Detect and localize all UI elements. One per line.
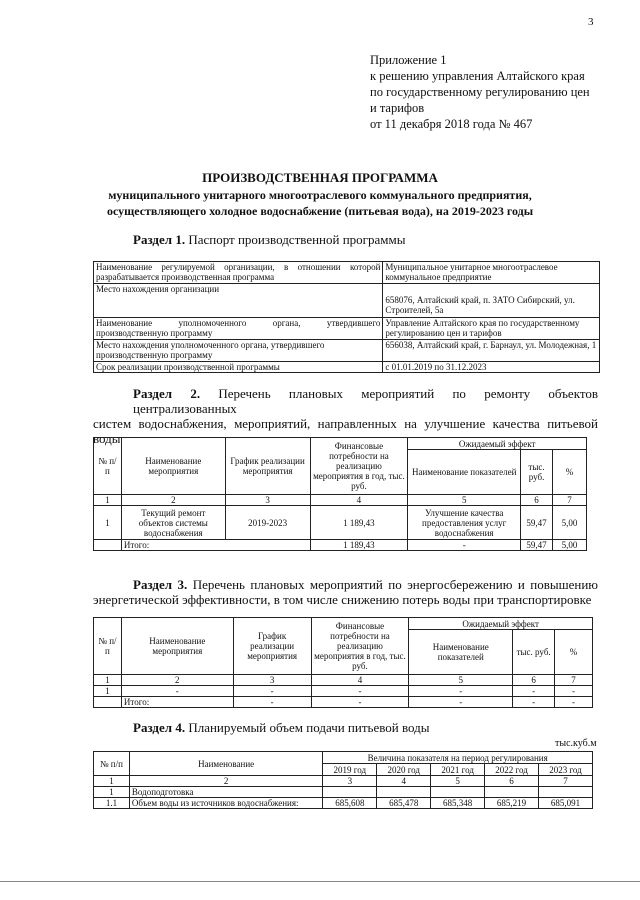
table-cell: 656038, Алтайский край, г. Барнаул, ул. Молодежная, 1: [383, 340, 600, 362]
table-cell: 59,47: [521, 540, 553, 551]
table-cell: 685,348: [431, 798, 485, 809]
table-cell: Место нахождения организации: [94, 284, 383, 318]
table-cell: 5,00: [553, 506, 587, 540]
header-cell: График реализации мероприятия: [225, 438, 310, 495]
table-cell: 7: [553, 495, 587, 506]
table-cell: 1: [94, 506, 122, 540]
table-cell: [485, 787, 539, 798]
table-header-row: [94, 618, 593, 630]
table-row: [94, 798, 593, 809]
table-cell: 1.1: [94, 798, 130, 809]
table-cell: 2019-2023: [225, 506, 310, 540]
section4-title: Планируемый объем подачи питьевой воды: [188, 720, 430, 735]
table-cell: 1: [94, 776, 130, 787]
table-cell: Управление Алтайского края по государственному регулированию цен и тарифов: [383, 318, 600, 340]
annex-line: и тарифов: [370, 101, 425, 115]
table-cell: -: [513, 686, 555, 697]
water-supply-volume-table: [93, 751, 593, 809]
table-cell: 658076, Алтайский край, п. ЗАТО Сибирский, ул. Строителей, 5а: [383, 284, 600, 318]
table-cell: Наименование уполномоченного органа, утвердившего производственную программу: [94, 318, 383, 340]
table-row: [94, 262, 600, 284]
table-row: [94, 284, 600, 318]
table-cell: -: [233, 686, 311, 697]
table-cell: 5: [431, 776, 485, 787]
annex-line: от 11 декабря 2018 года № 467: [370, 117, 533, 131]
section3-title: энергетической эффективности, в том числе снижению потерь воды при транспортировке: [93, 592, 592, 607]
table-cell: Итого:: [121, 697, 233, 708]
table-cell: 4: [311, 675, 409, 686]
header-cell: 2022 год: [485, 764, 539, 776]
table-cell: 1 189,43: [310, 506, 408, 540]
table-cell: 1: [94, 686, 122, 697]
table-cell: 3: [225, 495, 310, 506]
table-cell: 6: [521, 495, 553, 506]
table-cell: [377, 787, 431, 798]
table-cell: 59,47: [521, 506, 553, 540]
annex-block: [370, 52, 590, 132]
table-cell: 2: [121, 495, 225, 506]
unit-label: тыс.куб.м: [555, 738, 597, 749]
table-cell: Наименование регулируемой организации, в отношении которой разрабатывается производственная программа: [94, 262, 383, 284]
header-cell: № п/п: [94, 438, 122, 495]
table-cell: -: [513, 697, 555, 708]
table-cell: 1: [94, 495, 122, 506]
header-cell: 2020 год: [377, 764, 431, 776]
table-cell: -: [409, 697, 513, 708]
annex-line: Приложение 1: [370, 53, 447, 67]
section2-title: систем водоснабжения, мероприятий, направленных на улучшение качества питьевой: [93, 416, 598, 431]
table-cell: 5: [409, 675, 513, 686]
header-cell: %: [553, 450, 587, 495]
table-cell: Водоподготовка: [129, 787, 322, 798]
header-cell: Финансовые потребности на реализацию мероприятия в год, тыс. руб.: [310, 438, 408, 495]
header-cell: Финансовые потребности на реализацию мероприятия в год, тыс. руб.: [311, 618, 409, 675]
table-cell: 7: [555, 675, 593, 686]
header-cell: тыс. руб.: [521, 450, 553, 495]
header-cell: Ожидаемый эффект: [408, 438, 587, 450]
table-cell: 1: [94, 787, 130, 798]
annex-line: по государственному регулированию цен: [370, 85, 590, 99]
table-cell: -: [311, 697, 409, 708]
table-cell: 2: [121, 675, 233, 686]
energy-saving-table: [93, 617, 593, 708]
table-cell: [431, 787, 485, 798]
section3-heading: [93, 577, 598, 607]
table-row: [94, 362, 600, 373]
table-cell: Итого:: [121, 540, 310, 551]
table-row: [94, 340, 600, 362]
table-cell: Муниципальное унитарное многоотраслевое коммунальное предприятие: [383, 262, 600, 284]
section2-title: Перечень плановых мероприятий по ремонту объектов централизованных: [133, 386, 598, 416]
document-title: ПРОИЗВОДСТВЕННАЯ ПРОГРАММА: [202, 170, 438, 185]
table-header-row: [94, 438, 587, 450]
section3-title: Перечень плановых мероприятий по энергосбережению и повышению: [192, 577, 598, 592]
section2-title: воды: [93, 431, 121, 446]
repair-measures-table: [93, 437, 587, 551]
table-row: [94, 318, 600, 340]
header-cell: Наименование мероприятия: [121, 438, 225, 495]
section3-label: Раздел 3.: [133, 577, 188, 592]
table-row: [94, 787, 593, 798]
passport-table: [93, 261, 600, 373]
table-cell: [94, 697, 122, 708]
table-cell: 4: [310, 495, 408, 506]
header-cell: № п/п: [94, 618, 122, 675]
subtitle-line: осуществляющего холодное водоснабжение (питьевая вода), на 2019-2023 годы: [106, 204, 534, 218]
table-row: [94, 540, 587, 551]
table-cell: 5,00: [553, 540, 587, 551]
header-cell: %: [555, 630, 593, 675]
header-cell: 2019 год: [323, 764, 377, 776]
table-cell: 685,478: [377, 798, 431, 809]
table-cell: -: [311, 686, 409, 697]
header-cell: тыс. руб.: [513, 630, 555, 675]
table-cell: Текущий ремонт объектов системы водоснабжения: [121, 506, 225, 540]
table-cell: 685,091: [539, 798, 593, 809]
table-cell: 5: [408, 495, 521, 506]
table-cell: с 01.01.2019 по 31.12.2023: [383, 362, 600, 373]
table-cell: 4: [377, 776, 431, 787]
section1-label: Раздел 1.: [133, 232, 186, 247]
table-cell: Улучшение качества предоставления услуг водоснабжения: [408, 506, 521, 540]
subtitle-line: муниципального унитарного многоотраслевого коммунального предприятия,: [108, 188, 532, 202]
table-row: [94, 697, 593, 708]
table-row: [94, 776, 593, 787]
table-cell: 685,219: [485, 798, 539, 809]
header-cell: Наименование показателей: [408, 450, 521, 495]
page-number: 3: [588, 16, 594, 28]
table-cell: 1: [94, 675, 122, 686]
table-cell: -: [555, 697, 593, 708]
table-cell: 2: [129, 776, 322, 787]
table-cell: Срок реализации производственной программы: [94, 362, 383, 373]
table-header-row: [94, 752, 593, 764]
header-cell: Наименование: [129, 752, 322, 776]
table-cell: -: [555, 686, 593, 697]
table-cell: Место нахождения уполномоченного органа, утвердившего производственную программу: [94, 340, 383, 362]
section1-title: Паспорт производственной программы: [188, 232, 406, 247]
document-subtitle: [0, 187, 640, 219]
header-cell: График реализации мероприятия: [233, 618, 311, 675]
table-cell: [539, 787, 593, 798]
table-cell: -: [233, 697, 311, 708]
table-row: [94, 495, 587, 506]
header-cell: № п/п: [94, 752, 130, 776]
table-cell: 685,608: [323, 798, 377, 809]
header-cell: 2023 год: [539, 764, 593, 776]
table-cell: -: [408, 540, 521, 551]
table-row: [94, 686, 593, 697]
page-bottom-divider: [0, 881, 640, 882]
section4-label: Раздел 4.: [133, 720, 186, 735]
header-cell: Наименование показателей: [409, 630, 513, 675]
table-row: [94, 506, 587, 540]
table-cell: 1 189,43: [310, 540, 408, 551]
header-cell: Ожидаемый эффект: [409, 618, 593, 630]
section1-heading: [133, 232, 405, 248]
table-cell: -: [409, 686, 513, 697]
header-cell: Наименование мероприятия: [121, 618, 233, 675]
section4-heading: [133, 720, 430, 736]
section2-label: Раздел 2.: [133, 386, 201, 401]
header-cell: 2021 год: [431, 764, 485, 776]
table-cell: 7: [539, 776, 593, 787]
table-cell: 3: [323, 776, 377, 787]
table-cell: 3: [233, 675, 311, 686]
table-cell: -: [121, 686, 233, 697]
header-cell: Величина показателя на период регулирования: [323, 752, 593, 764]
table-cell: [94, 540, 122, 551]
table-cell: [323, 787, 377, 798]
table-cell: 6: [513, 675, 555, 686]
annex-line: к решению управления Алтайского края: [370, 69, 585, 83]
table-cell: 6: [485, 776, 539, 787]
table-row: [94, 675, 593, 686]
table-cell: Объем воды из источников водоснабжения:: [129, 798, 322, 809]
